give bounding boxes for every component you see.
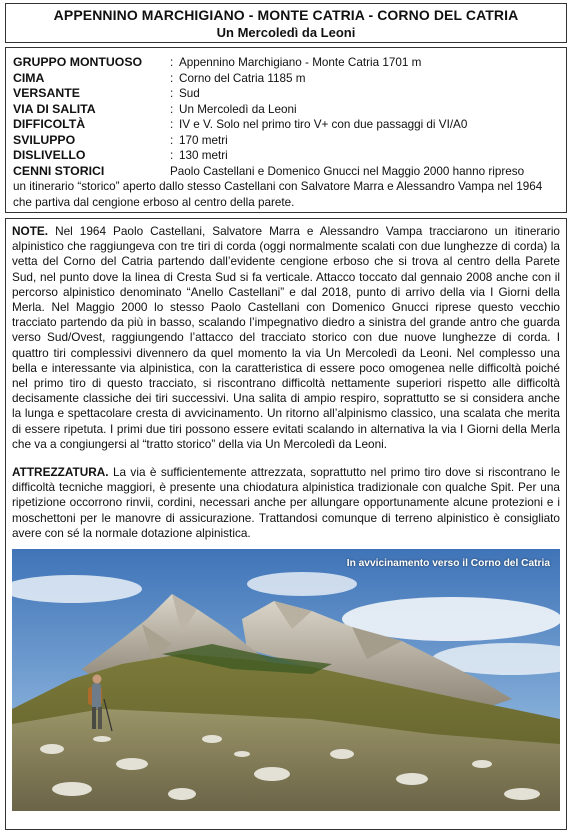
- history-label: CENNI STORICI: [13, 163, 105, 178]
- mountain-landscape-image: [12, 549, 560, 811]
- notes-text: Nel 1964 Paolo Castellani, Salvatore Marra e Alessandro Vampa tracciarono un itinerario alpinistico che raggiungeva con tre tiri di corda (oggi normalmente scalati con due lunghezze di corda) la vetta del Corno del Catria partendo dall’evidente cengione erboso che si trova al centro della Parete Sud, nel punto dove la linea di Cresta Sud si fa verticale. Attacco toccato dal gennaio 2008 anche con il percorso alpinistico denominato “Anello Castellani” e dal 2018, punto di arrivo della via I Giorni della Merla. Nel Maggio 2000 lo stesso Paolo Castellani con Domenico Gnucci riprese questo vecchio tracciato partendo da più in basso, scalando l’impegnativo diedro a sinistra del grande antro che guarda verso Sud/Ovest, raggiungendo l’attacco del tracciato storico con due nuove lunghezze di corda. I quattro tiri complessivi divennero da quel momento la via Un Mercoledì da Leoni. Nel complesso una bella e interessante via alpinistica, con la caratteristica di essere poco omogenea nelle difficoltà poiché nel primo tiro di questo tracciato, si riscontrano difficoltà nettamente superiori rispetto alle difficoltà decisamente classiche dei tiri successivi. Una salita di ampio respiro, soprattutto se si considera anche la lunga e spettacolare cresta di avvicinamento. Un ritorno all’alpinismo classico, una scalata che merita di essere ripetuta. I primi due tiri possono essere evitati scalando in alternativa la via I Giorni della Merla che va a congiungersi al “tratto storico” della via Un Mercoledì da Leoni.: [12, 224, 560, 451]
- info-value: IV e V. Solo nel primo tiro V+ con due passaggi di VI/A0: [179, 118, 468, 131]
- page-title: APPENNINO MARCHIGIANO - MONTE CATRIA - CORNO DEL CATRIA: [53, 7, 519, 23]
- info-row-elevation: DISLIVELLO : 130 metri: [13, 148, 559, 164]
- info-value: Corno del Catria 1185 m: [179, 71, 306, 85]
- notes-box: [5, 218, 567, 830]
- info-label: DISLIVELLO: [13, 148, 86, 162]
- info-row-length: SVILUPPO : 170 metri: [13, 133, 559, 149]
- info-value: Un Mercoledì da Leoni: [179, 102, 297, 116]
- info-label: GRUPPO MONTUOSO: [13, 55, 143, 69]
- info-row-route: VIA DI SALITA : Un Mercoledì da Leoni: [13, 102, 559, 118]
- info-value: 170 metri: [179, 133, 228, 147]
- equipment-label: ATTREZZATURA.: [12, 465, 109, 480]
- photo-caption: In avvicinamento verso il Corno del Catria: [346, 558, 550, 570]
- info-value: Sud: [179, 87, 200, 100]
- title-box: [5, 3, 567, 43]
- history-text-first-line: Paolo Castellani e Domenico Gnucci nel Maggio 2000 hanno ripreso: [170, 164, 525, 178]
- equipment-text: La via è sufficientemente attrezzata, soprattutto nel primo tiro dove si riscontrano le difficoltà tecniche maggiori, è presente una chiodatura alpinistica tradizionale con qualche Spit. Per una ripetizione occorrono rinvii, cordini, necessari anche per allungare opportunamente alcune protezioni e i moschettoni per le manovre di assicurazione. Trattandosi comunque di terreno alpinistico è consigliato avere con sé la normale dotazione alpinistica.: [12, 465, 561, 540]
- info-label: DIFFICOLTÀ: [13, 117, 86, 131]
- notes-paragraph: [12, 224, 560, 452]
- info-value: 130 metri: [179, 149, 228, 162]
- history-text: un itinerario “storico” aperto dallo stesso Castellani con Salvatore Marra e Alessandro Vampa nel 1964 che partiva dal cengione erboso al centro della parete.: [13, 180, 543, 209]
- history-block: [13, 164, 559, 211]
- info-label: CIMA: [13, 70, 45, 85]
- info-row-difficulty: DIFFICOLTÀ : IV e V. Solo nel primo tiro V+ con due passaggi di VI/A0: [13, 117, 559, 133]
- info-row-face: VERSANTE : Sud: [13, 86, 559, 102]
- info-label: VIA DI SALITA: [13, 101, 96, 116]
- route-info-box: [5, 47, 567, 213]
- info-value: Appennino Marchigiano - Monte Catria 1701 m: [179, 56, 422, 69]
- info-row-group: GRUPPO MONTUOSO : Appennino Marchigiano - Monte Catria 1701 m: [13, 55, 559, 71]
- info-row-summit: CIMA : Corno del Catria 1185 m: [13, 71, 559, 87]
- route-name-subtitle: Un Mercoledì da Leoni: [216, 25, 356, 40]
- info-label: SVILUPPO: [13, 132, 76, 147]
- approach-photo: [12, 549, 560, 811]
- info-label: VERSANTE: [13, 86, 80, 100]
- notes-label: NOTE.: [12, 224, 49, 238]
- equipment-paragraph: [12, 465, 560, 541]
